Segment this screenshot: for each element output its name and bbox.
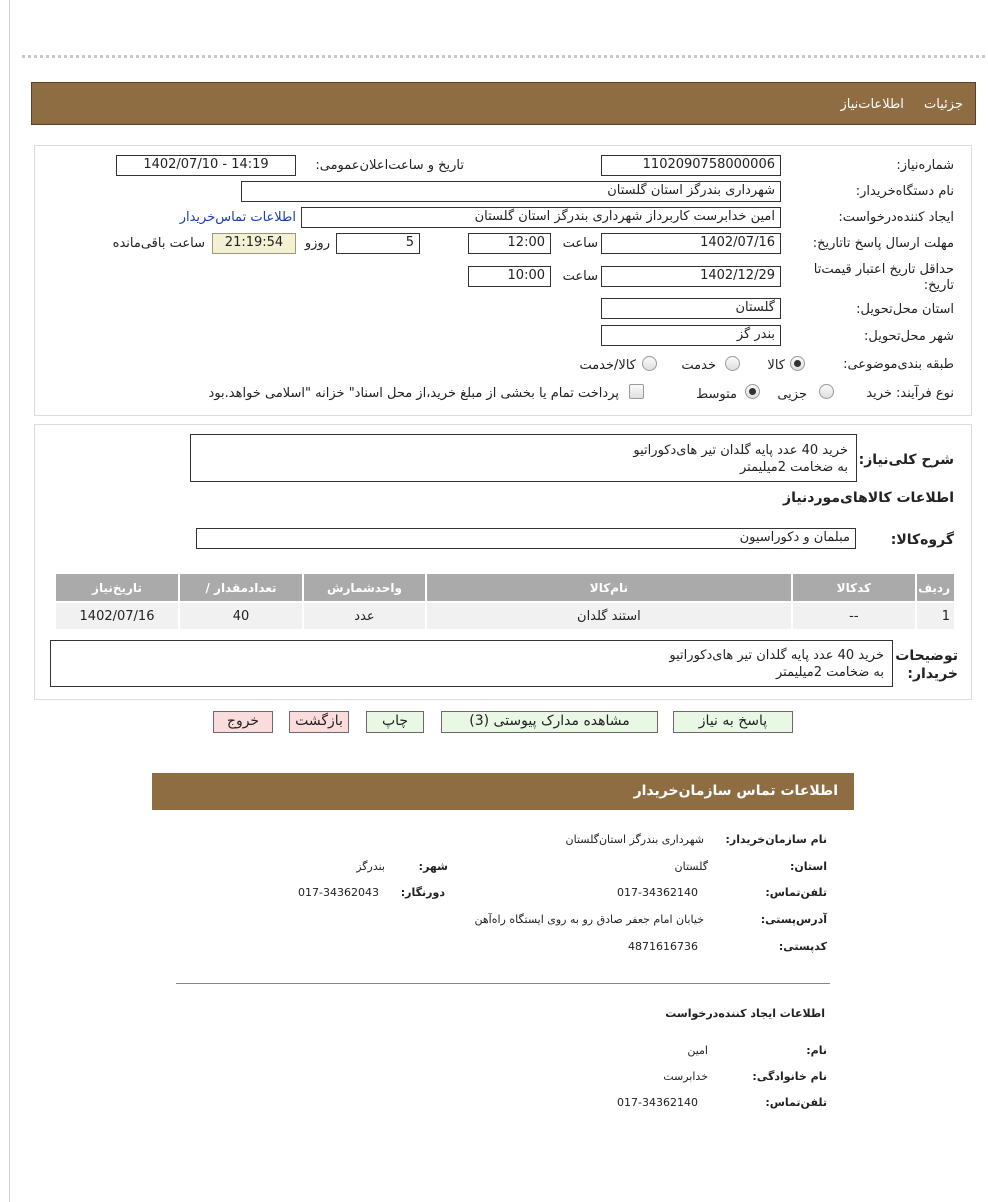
col-need-date: تاریخ‌نیاز	[56, 574, 178, 601]
creator-name-value: امین	[687, 1044, 708, 1057]
buyer-notes-line-2: به ضخامت 2میلیمتر	[776, 665, 884, 680]
contact-address-label: آدرس‌پستی:	[760, 913, 827, 926]
contact-province-value: گلستان	[674, 860, 708, 873]
buyer-contact-title-bar: اطلاعات تماس سازمان‌خریدار	[152, 773, 854, 810]
goods-group-label: گروه‌کالا:	[890, 532, 954, 548]
buyer-contact-link[interactable]: اطلاعات تماس‌خریدار	[179, 210, 296, 225]
announce-label: تاریخ و ساعت‌اعلان‌عمومی:	[315, 158, 464, 173]
exit-button[interactable]: خروج	[213, 711, 273, 733]
process-medium-label: متوسط	[696, 387, 737, 402]
goods-table	[54, 572, 956, 631]
buyer-notes-description	[50, 640, 893, 687]
deadline-label: مهلت ارسال پاسخ تا‌تاریخ:	[812, 236, 954, 251]
category-service-radio[interactable]	[725, 356, 740, 371]
province-field: گلستان	[601, 298, 781, 319]
buyer-notes-label-line-1: توضیحات	[895, 648, 958, 664]
category-goods-service-radio[interactable]	[642, 356, 657, 371]
col-row: ردیف	[917, 574, 954, 601]
days-field: 5	[336, 233, 420, 254]
goods-table-header-row	[56, 574, 954, 601]
org-name-value: شهرداری بندرگز استان‌گلستان	[565, 833, 704, 846]
left-border-line	[9, 0, 10, 1202]
contact-phone-label: تلفن‌تماس:	[765, 886, 827, 899]
table-row	[56, 603, 954, 629]
cell-unit: عدد	[304, 603, 425, 629]
cell-need-date: 1402/07/16	[56, 603, 178, 629]
buyer-notes-label	[895, 647, 958, 683]
process-medium-radio[interactable]	[745, 384, 760, 399]
days-label: روزو	[304, 236, 330, 251]
org-name-label: نام سازمان‌خریدار:	[725, 833, 827, 846]
remaining-label: ساعت باقی‌مانده	[112, 236, 205, 251]
contact-fax-label: دورنگار:	[400, 886, 445, 899]
contact-phone-value: 017-34362140	[617, 886, 698, 899]
process-buy-label: خرید	[866, 386, 892, 401]
reply-button[interactable]: پاسخ به نیاز	[673, 711, 793, 733]
city-field: بندر گز	[601, 325, 781, 346]
buyer-org-field: شهرداری بندرگز استان گلستان	[241, 181, 781, 202]
contact-city-label: شهر:	[418, 860, 448, 873]
creator-name-label: نام:	[806, 1044, 827, 1057]
deadline-time-label: ساعت	[562, 236, 598, 251]
need-number-field: 1102090758000006	[601, 155, 781, 176]
process-small-radio[interactable]	[819, 384, 834, 399]
tab-need-info[interactable]: اطلاعات‌نیاز	[840, 97, 904, 112]
process-label: نوع فرآیند:	[896, 386, 954, 401]
province-label: استان محل‌تحویل:	[856, 302, 954, 317]
view-attachments-button[interactable]: مشاهده مدارک پیوستی (3)	[441, 711, 658, 733]
category-goods-radio[interactable]	[790, 356, 805, 371]
creator-field: امین خدابرست کاربرداز شهرداری بندرگز استان گلستان	[301, 207, 781, 228]
remaining-time-field: 21:19:54	[212, 233, 296, 254]
deadline-time-field: 12:00	[468, 233, 551, 254]
need-number-label: شماره‌نیاز:	[896, 158, 954, 173]
col-code: کدکالا	[793, 574, 915, 601]
city-label: شهر محل‌تحویل:	[864, 329, 954, 344]
category-goods-label: کالا	[767, 358, 785, 373]
details-header-bar	[31, 82, 976, 125]
summary-label: شرح کلی‌نیاز:	[858, 452, 954, 468]
contact-fax-value: 017-34362043	[298, 886, 379, 899]
deadline-date-field: 1402/07/16	[601, 233, 781, 254]
price-validity-time-field: 10:00	[468, 266, 551, 287]
price-validity-date-field: 1402/12/29	[601, 266, 781, 287]
contact-divider	[176, 983, 830, 984]
col-unit: واحدشمارش	[304, 574, 425, 601]
buyer-notes-label-line-2: خریدار:	[907, 666, 958, 682]
col-quantity: تعدادمقدار /	[180, 574, 302, 601]
treasury-payment-note: پرداخت تمام یا بخشی از مبلغ خرید،از محل اسناد" خزانه "اسلامی خواهد.بود	[208, 386, 619, 401]
contact-postal-value: 4871616736	[628, 940, 698, 953]
price-validity-time-label: ساعت	[562, 269, 598, 284]
creator-family-value: خدابرست	[663, 1070, 708, 1083]
creator-phone-label: تلفن‌تماس:	[765, 1096, 827, 1109]
goods-info-title: اطلاعات کالاهای‌موردنیاز	[783, 490, 954, 506]
category-service-label: خدمت	[681, 358, 716, 373]
cell-quantity: 40	[180, 603, 302, 629]
summary-description	[190, 434, 857, 482]
print-button[interactable]: چاپ	[366, 711, 424, 733]
summary-line-1: خرید 40 عدد پایه گلدان تیر های‌دکوراتیو	[633, 443, 848, 458]
creator-label: ایجاد کننده‌درخواست:	[838, 210, 954, 225]
category-label: طبقه بندی‌موضوعی:	[843, 357, 954, 372]
creator-phone-value: 017-34362140	[617, 1096, 698, 1109]
announce-datetime-field: 1402/07/10 - 14:19	[116, 155, 296, 176]
treasury-payment-checkbox[interactable]	[629, 384, 644, 399]
cell-code: --	[793, 603, 915, 629]
col-name: نام‌کالا	[427, 574, 791, 601]
summary-line-2: به ضخامت 2میلیمتر	[740, 460, 848, 475]
contact-city-value: بندرگز	[356, 860, 385, 873]
buyer-notes-line-1: خرید 40 عدد پایه گلدان تیر های‌دکوراتیو	[669, 648, 884, 663]
creator-family-label: نام خانوادگی:	[752, 1070, 827, 1083]
process-small-label: جزیی	[777, 387, 807, 402]
back-button[interactable]: بازگشت	[289, 711, 349, 733]
contact-province-label: استان:	[790, 860, 827, 873]
tab-details[interactable]: جزئیات	[924, 97, 963, 112]
contact-postal-label: کد‌پستی:	[778, 940, 827, 953]
buyer-org-label: نام دستگاه‌خریدار:	[855, 184, 954, 199]
cell-name: استند گلدان	[427, 603, 791, 629]
category-goods-service-label: کالا/خدمت	[579, 358, 636, 373]
creator-info-title: اطلاعات ایجاد کننده‌درخواست	[665, 1007, 825, 1020]
top-dotted-divider	[22, 55, 985, 58]
price-validity-label: حداقل تاریخ اعتبار قیمت‌تا تاریخ:	[813, 262, 954, 293]
goods-group-field: مبلمان و دکوراسیون	[196, 528, 856, 549]
cell-row: 1	[917, 603, 954, 629]
contact-address-value: خیابان امام جعفر صادق رو به روی ایستگاه راه‌آهن	[474, 913, 704, 926]
